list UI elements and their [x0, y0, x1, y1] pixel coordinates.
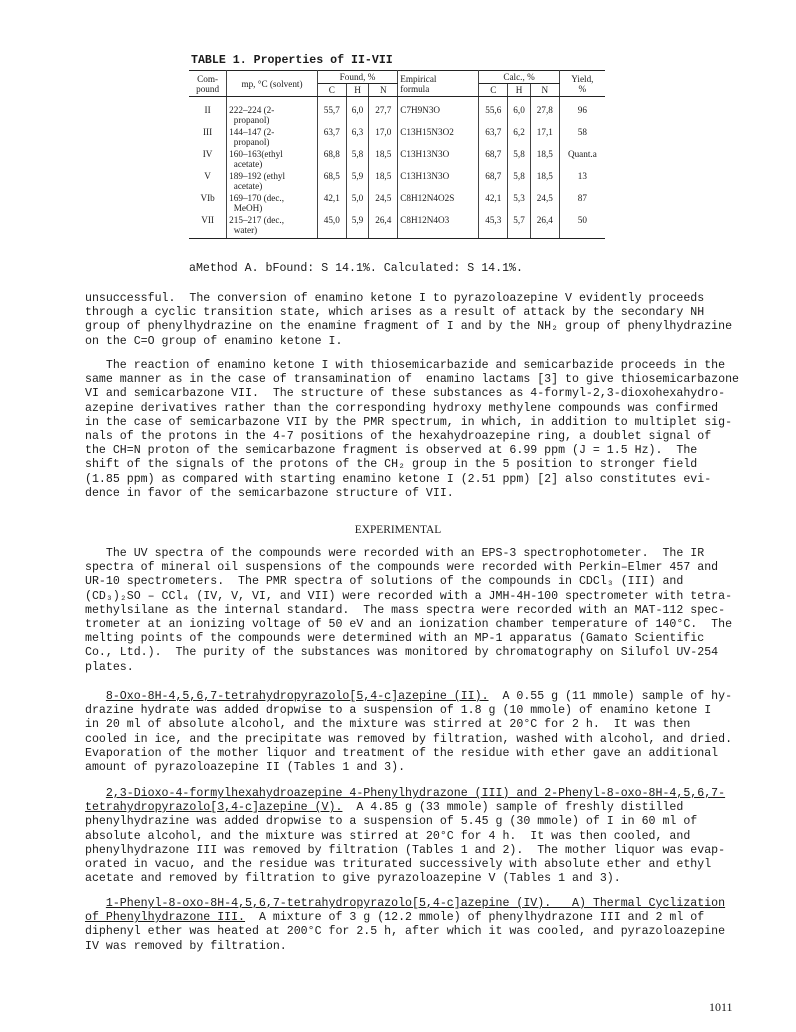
- cell-found-n: 18,5: [369, 148, 398, 170]
- cell-mp: 144–147 (2- propanol): [227, 126, 318, 148]
- cell-mp: 169–170 (dec., MeOH): [227, 192, 318, 214]
- cell-found-c: 68,5: [317, 170, 346, 192]
- cell-compound: II: [189, 97, 227, 127]
- cell-mp: 215–217 (dec., water): [227, 214, 318, 239]
- cell-found-c: 63,7: [317, 126, 346, 148]
- table-row: [189, 97, 605, 127]
- cell-yield: 96: [577, 105, 587, 115]
- cell-found-h: 5,0: [346, 192, 369, 214]
- cell-compound: VII: [189, 214, 227, 239]
- cell-calc-h: 5,8: [508, 148, 531, 170]
- col-calc-h: H: [508, 84, 531, 97]
- table-row: [189, 126, 605, 148]
- cell-calc-h: 6,2: [508, 126, 531, 148]
- paragraph-6-title-2: of Phenylhydrazone III.: [85, 911, 246, 925]
- paragraph-1: unsuccessful. The conversion of enamino ketone I to pyrazoloazepine V evidently proceeds through a cyclic transition state, which arises as a result of attack by the secondary NH group of phenylhydrazine on the enamine fragment of I and by the NH₂ group of phenylhydrazine on the C=O group of enamino ketone I.: [85, 292, 733, 348]
- cell-calc-h: 5,8: [508, 170, 531, 192]
- table-footnote: aMethod A. bFound: S 14.1%. Calculated: S 14.1%.: [189, 262, 523, 275]
- table-row: [189, 170, 605, 192]
- cell-found-h: 5,9: [346, 170, 369, 192]
- col-empirical: Empirical formula: [398, 71, 479, 97]
- cell-calc-h: 5,7: [508, 214, 531, 239]
- table-row: [189, 148, 605, 170]
- cell-formula: C13H13N3O: [398, 170, 479, 192]
- cell-found-n: 26,4: [369, 214, 398, 239]
- paragraph-4-body: A 0.55 g (11 mmole) sample of hy- drazine hydrate was added dropwise to a suspension of 1.8 g (10 mmole) of enamino ketone I in 20 ml of absolute alcohol, and the mixture was stirred at 20°C for 2 h. It was then cooled in ice, and the precipitate was removed by filtration, washed with alcohol, and dried. Evaporation of the mother liquor and treatment of the residue with ether gave an additional amount of pyrazoloazepine II (Tables 1 and 3).: [85, 690, 733, 775]
- section-heading-experimental: EXPERIMENTAL: [354, 524, 442, 536]
- paragraph-3: The UV spectra of the compounds were recorded with an EPS-3 spectrophotometer. The IR spectra of mineral oil suspensions of the compounds were recorded with Perkin–Elmer 457 and UR-10 spectrometers. The PMR spectra of solutions of the compounds in CDCl₃ (III) and (CD₃)₂SO – CCl₄ (IV, V, VI, and VII) were recorded with a JMH-4H-100 spectrometer with tetra- methylsilane as the internal standard. The mass spectra were recorded with an MAT-112 spec- trometer at an ionizing voltage of 50 eV and an ionization chamber temperature of 140°C. The melting points of the compounds were determined with an MP-1 apparatus (Gamato Scientific Co., Ltd.). The purity of the substances was monitored by chromatography on Silufol UV-254 plates.: [85, 547, 733, 674]
- cell-compound: IV: [189, 148, 227, 170]
- cell-calc-h: 6,0: [508, 97, 531, 127]
- col-found: Found, %: [317, 71, 397, 84]
- cell-calc-c: 68,7: [479, 170, 508, 192]
- col-calc-c: C: [479, 84, 508, 97]
- cell-calc-h: 5,3: [508, 192, 531, 214]
- cell-compound: III: [189, 126, 227, 148]
- col-calc-n: N: [530, 84, 559, 97]
- cell-yield: 50: [559, 214, 605, 239]
- paragraph-2: The reaction of enamino ketone I with thiosemicarbazide and semicarbazide proceeds in the same manner as in the case of transamination of enamino lactams [3] to give thiosemicarbazone VI and semicarbazone VII. The structure of these substances as 4-formyl-2,3-dioxohexahydro- azepine derivatives rather than the corresponding hydroxy methylene compounds was confirmed in the case of semicarbazone VII by the PMR spectrum, in which, in addition to multiplet sig- nals of the protons in the 4-7 positions of the hexahydroazepine ring, a doublet signal of the CH=N proton of the semicarbazone fragment is observed at 6.99 ppm (J = 1.5 Hz). The shift of the signals of the protons of the CH₂ group in the 5 position to stronger field (1.85 ppm) as compared with starting enamino ketone I (2.51 ppm) [2] also constitutes evi- dence in favor of the semicarbazone structure of VII.: [85, 359, 739, 500]
- paragraph-5-title-2: tetrahydropyrazolo[3,4-c]azepine (V).: [85, 801, 343, 815]
- cell-found-c: 45,0: [317, 214, 346, 239]
- cell-found-c: 55,7: [317, 97, 346, 127]
- cell-calc-n: 17,1: [530, 126, 559, 148]
- cell-found-h: 6,3: [346, 126, 369, 148]
- cell-calc-c: 42,1: [479, 192, 508, 214]
- cell-found-h: 6,0: [346, 97, 369, 127]
- cell-calc-c: 68,7: [479, 148, 508, 170]
- cell-calc-n: 26,4: [530, 214, 559, 239]
- col-yield: Yield, %: [559, 71, 605, 97]
- paragraph-4-title: 8-Oxo-8H-4,5,6,7-tetrahydropyrazolo[5,4-c]azepine (II).: [105, 690, 489, 703]
- cell-compound: V: [189, 170, 227, 192]
- cell-mp: 160–163(ethyl acetate): [227, 148, 318, 170]
- cell-formula: C13H15N3O2: [398, 126, 479, 148]
- paragraph-5-title-1: 2,3-Dioxo-4-formylhexahydroazepine 4-Phenylhydrazone (III) and 2-Phenyl-8-oxo-8H-4,5,6,7-: [105, 787, 726, 800]
- cell-calc-n: 24,5: [530, 192, 559, 214]
- paragraph-5-body: A 4.85 g (33 mmole) sample of freshly distilled phenylhydrazine was added dropwise to a suspension of 5.45 g (30 mmole) of I in 60 ml of absolute alcohol, and the mixture was stirred at 20°C for 4 h. It was then cooled, and phenylhydrazone III was removed by filtration (Tables 1 and 2). The mother liquor was evap- orated in vacuo, and the residue was triturated successively with absolute ether and ethyl acetate and removed by filtration to give pyrazoloazepine V (Tables 1 and 3).: [85, 801, 726, 886]
- cell-calc-n: 18,5: [530, 148, 559, 170]
- cell-calc-c: 45,3: [479, 214, 508, 239]
- cell-yield: 13: [577, 171, 587, 181]
- cell-calc-n: 18,5: [530, 170, 559, 192]
- col-calc: Calc., %: [479, 71, 559, 84]
- cell-mp: 222–224 (2- propanol): [227, 97, 318, 127]
- col-found-n: N: [369, 84, 398, 97]
- table-row: [189, 214, 605, 239]
- cell-formula: C8H12N4O2S: [398, 192, 479, 214]
- cell-formula: C7H9N3O: [398, 97, 479, 127]
- col-compound: Com- pound: [189, 71, 227, 97]
- cell-found-h: 5,9: [346, 214, 369, 239]
- paragraph-4: [85, 690, 765, 775]
- cell-found-n: 27,7: [369, 97, 398, 127]
- paragraph-6-body: A mixture of 3 g (12.2 mmole) of phenylhydrazone III and 2 ml of diphenyl ether was heated at 200°C for 2.5 h, after which it was cooled, and pyrazoloazepine IV was removed by filtration.: [85, 911, 726, 953]
- cell-found-c: 42,1: [317, 192, 346, 214]
- table-row: [189, 192, 605, 214]
- cell-compound: VIb: [189, 192, 227, 214]
- table-title: TABLE 1. Properties of II-VII: [191, 54, 393, 67]
- cell-formula: C8H12N4O3: [398, 214, 479, 239]
- cell-yield: 58: [577, 127, 587, 137]
- paragraph-6-title-1: 1-Phenyl-8-oxo-8H-4,5,6,7-tetrahydropyrazolo[5,4-c]azepine (IV). A) Thermal Cyclization: [105, 897, 726, 910]
- col-mp: mp, °C (solvent): [227, 71, 318, 97]
- col-found-h: H: [346, 84, 369, 97]
- cell-mp: 189–192 (ethyl acetate): [227, 170, 318, 192]
- cell-calc-c: 63,7: [479, 126, 508, 148]
- paragraph-5: [85, 787, 765, 886]
- properties-table: [189, 70, 605, 239]
- cell-found-n: 17,0: [369, 126, 398, 148]
- page-number: 1011: [709, 1000, 733, 1014]
- cell-found-c: 68,8: [317, 148, 346, 170]
- cell-found-n: 18,5: [369, 170, 398, 192]
- paragraph-6: [85, 897, 765, 954]
- cell-yield: Quant.a: [567, 149, 597, 159]
- cell-calc-c: 55,6: [479, 97, 508, 127]
- cell-yield: 87: [577, 193, 587, 203]
- col-found-c: C: [317, 84, 346, 97]
- cell-formula: C13H13N3O: [398, 148, 479, 170]
- cell-calc-n: 27,8: [530, 97, 559, 127]
- cell-found-h: 5,8: [346, 148, 369, 170]
- cell-found-n: 24,5: [369, 192, 398, 214]
